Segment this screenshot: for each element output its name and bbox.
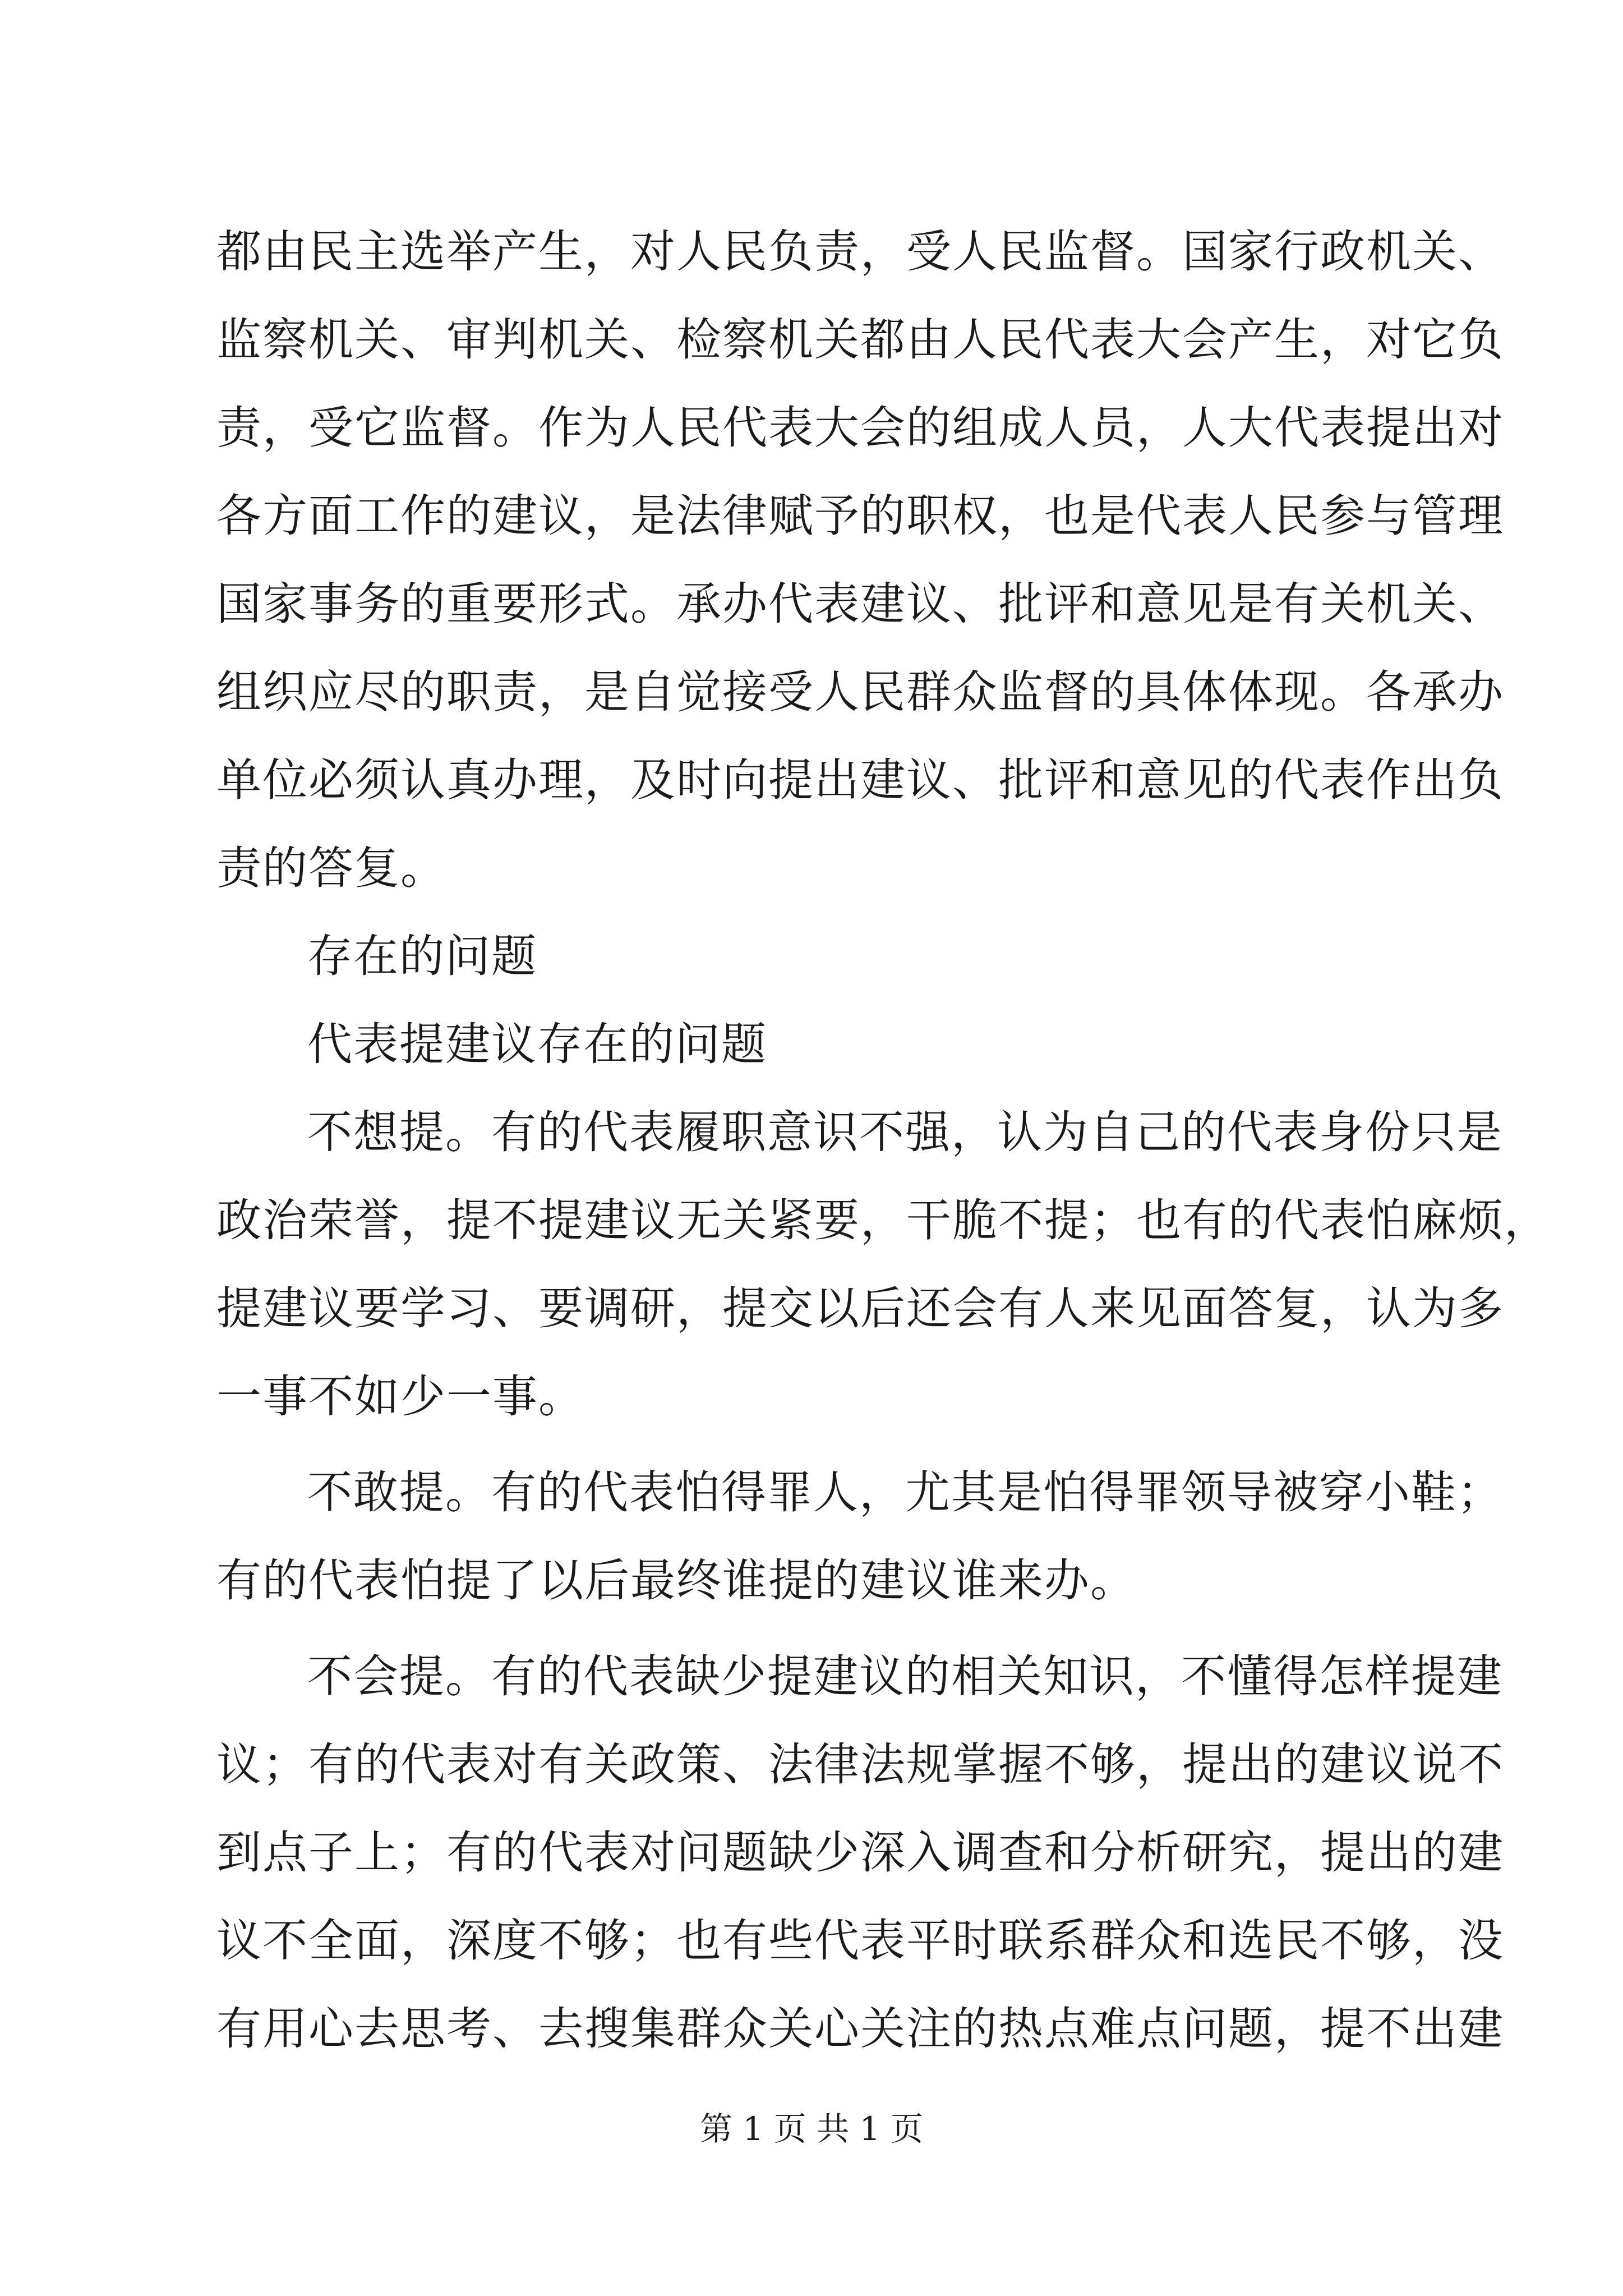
text-line: 都由民主选举产生，对人民负责，受人民监督。国家行政机关、 — [216, 226, 1504, 278]
text-line: 一事不如少一事。 — [216, 1370, 584, 1423]
text-line: 提建议要学习、要调研，提交以后还会有人来见面答复，认为多 — [216, 1282, 1504, 1335]
text-line: 责的答复。 — [216, 842, 446, 894]
text-line: 有用心去思考、去搜集群众关心关注的热点难点问题，提不出建 — [216, 2003, 1504, 2055]
text-line: 到点子上；有的代表对问题缺少深入调查和分析研究，提出的建 — [216, 1826, 1504, 1879]
text-line: 国家事务的重要形式。承办代表建议、批评和意见是有关机关、 — [216, 578, 1504, 630]
text-line: 各方面工作的建议，是法律赋予的职权，也是代表人民参与管理 — [216, 490, 1504, 542]
text-line: 议；有的代表对有关政策、法律法规掌握不够，提出的建议说不 — [216, 1738, 1504, 1791]
document-body — [216, 208, 1550, 2073]
section-heading: 存在的问题 — [307, 930, 537, 982]
text-line: 监察机关、审判机关、检察机关都由人民代表大会产生，对它负 — [216, 314, 1504, 366]
text-line: 单位必须认真办理，及时向提出建议、批评和意见的代表作出负 — [216, 754, 1504, 806]
text-line: 组织应尽的职责，是自觉接受人民群众监督的具体体现。各承办 — [216, 666, 1504, 718]
text-line: 政治荣誉，提不提建议无关紧要，干脆不提；也有的代表怕麻烦， — [216, 1194, 1550, 1246]
text-line: 有的代表怕提了以后最终谁提的建议谁来办。 — [216, 1554, 1136, 1607]
paragraph-start: 不会提。有的代表缺少提建议的相关知识，不懂得怎样提建 — [307, 1650, 1503, 1703]
text-line: 责，受它监督。作为人民代表大会的组成人员，人大代表提出对 — [216, 402, 1504, 454]
subsection-heading: 代表提建议存在的问题 — [307, 1018, 767, 1070]
paragraph-start: 不敢提。有的代表怕得罪人，尤其是怕得罪领导被穿小鞋； — [307, 1466, 1503, 1519]
paragraph-start: 不想提。有的代表履职意识不强，认为自己的代表身份只是 — [307, 1106, 1503, 1158]
text-line: 议不全面，深度不够；也有些代表平时联系群众和选民不够，没 — [216, 1915, 1504, 1967]
page-footer: 第 1 页 共 1 页 — [700, 2110, 923, 2148]
